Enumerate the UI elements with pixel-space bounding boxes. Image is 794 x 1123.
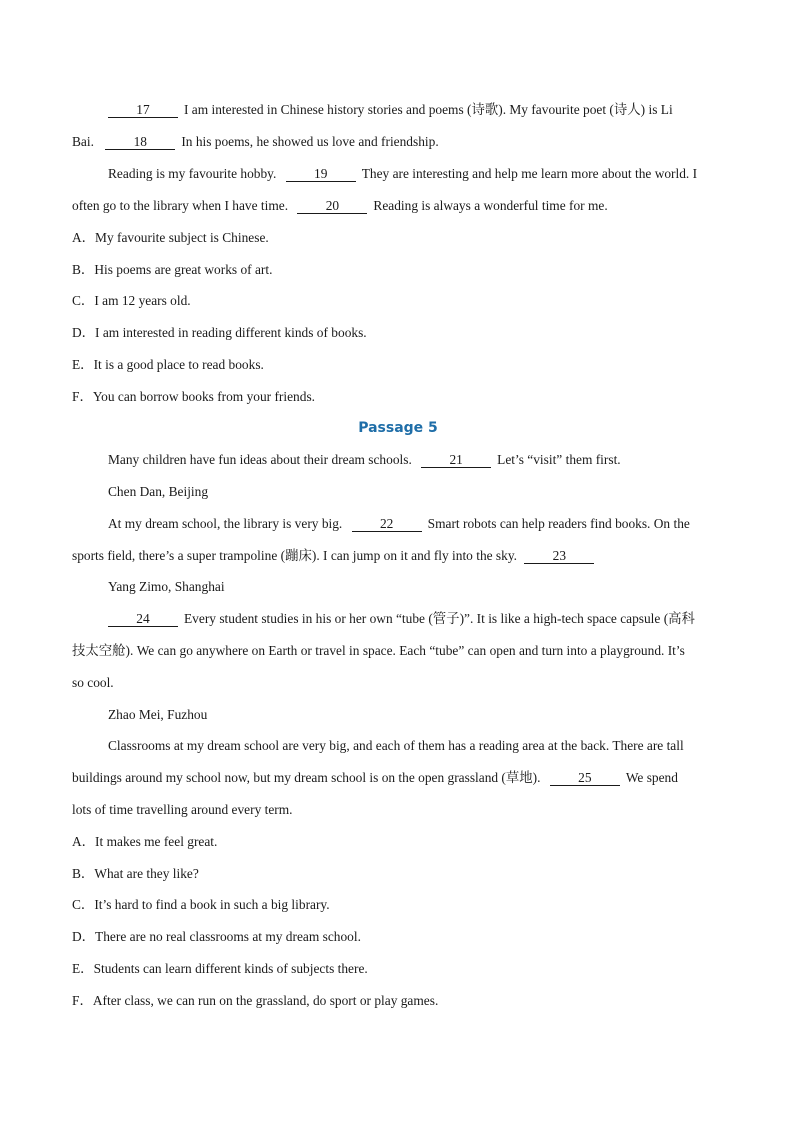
line-text: I am interested in Chinese history stories and poems (诗歌). My favourite poet (诗人) is Li xyxy=(184,102,673,117)
paragraph-line xyxy=(72,133,724,151)
answer-blank-19[interactable]: 19 xyxy=(286,166,356,182)
option-item: B．His poems are great works of art. xyxy=(72,262,273,277)
paragraph-line xyxy=(108,610,724,628)
line-text: Every student studies in his or her own “tube (管子)”. It is like a high-tech space capsule (高科 xyxy=(184,611,695,626)
paragraph-line xyxy=(72,769,724,787)
answer-blank-17[interactable]: 17 xyxy=(108,102,178,118)
paragraph-line: lots of time travelling around every term. xyxy=(72,802,293,817)
answer-blank-23[interactable]: 23 xyxy=(524,548,594,564)
answer-blank-21[interactable]: 21 xyxy=(421,452,491,468)
line-text: Smart robots can help readers find books. On the xyxy=(427,516,690,531)
paragraph-line xyxy=(72,547,724,565)
answer-blank-18[interactable]: 18 xyxy=(105,134,175,150)
option-item: B．What are they like? xyxy=(72,866,199,881)
option-item: D．There are no real classrooms at my dream school. xyxy=(72,929,361,944)
line-text: often go to the library when I have time. xyxy=(72,198,289,213)
line-text: buildings around my school now, but my dream school is on the open grassland (草地). xyxy=(72,770,541,785)
line-text: Many children have fun ideas about their dream schools. xyxy=(108,452,412,467)
option-item: F．After class, we can run on the grassland, do sport or play games. xyxy=(72,993,439,1008)
paragraph-line xyxy=(108,451,724,469)
passage-title: Passage 5 xyxy=(358,420,438,436)
line-text: We spend xyxy=(625,770,678,785)
option-item: E．It is a good place to read books. xyxy=(72,357,264,372)
option-item: A．It makes me feel great. xyxy=(72,834,218,849)
line-text: Bai. xyxy=(72,134,94,149)
paragraph-line xyxy=(108,515,724,533)
paragraph-line xyxy=(108,165,724,183)
paragraph-line xyxy=(72,197,724,215)
option-item: C．It’s hard to find a book in such a big library. xyxy=(72,897,330,912)
line-text: Let’s “visit” them first. xyxy=(497,452,621,467)
line-text: Reading is my favourite hobby. xyxy=(108,166,277,181)
answer-blank-22[interactable]: 22 xyxy=(352,516,422,532)
paragraph-line: Classrooms at my dream school are very big, and each of them has a reading area at the back. There are tall xyxy=(108,738,684,753)
option-item: E．Students can learn different kinds of subjects there. xyxy=(72,961,368,976)
option-item: A．My favourite subject is Chinese. xyxy=(72,230,269,245)
paragraph-line xyxy=(108,101,724,119)
author-name: Zhao Mei, Fuzhou xyxy=(108,707,208,722)
author-name: Yang Zimo, Shanghai xyxy=(108,579,225,594)
line-text: They are interesting and help me learn more about the world. I xyxy=(361,166,698,181)
paragraph-line: 技太空舱). We can go anywhere on Earth or travel in space. Each “tube” can open and turn into a playground. It’s xyxy=(72,643,685,658)
answer-blank-20[interactable]: 20 xyxy=(297,198,367,214)
answer-blank-24[interactable]: 24 xyxy=(108,611,178,627)
answer-blank-25[interactable]: 25 xyxy=(550,770,620,786)
option-item: F．You can borrow books from your friends. xyxy=(72,389,315,404)
author-name: Chen Dan, Beijing xyxy=(108,484,209,499)
line-text: sports field, there’s a super trampoline (蹦床). I can jump on it and fly into the sky. xyxy=(72,548,518,563)
paragraph-line: so cool. xyxy=(72,675,114,690)
option-item: D．I am interested in reading different kinds of books. xyxy=(72,325,367,340)
line-text: At my dream school, the library is very big. xyxy=(108,516,343,531)
option-item: C．I am 12 years old. xyxy=(72,293,191,308)
line-text: In his poems, he showed us love and friendship. xyxy=(181,134,439,149)
line-text: Reading is always a wonderful time for me. xyxy=(373,198,608,213)
